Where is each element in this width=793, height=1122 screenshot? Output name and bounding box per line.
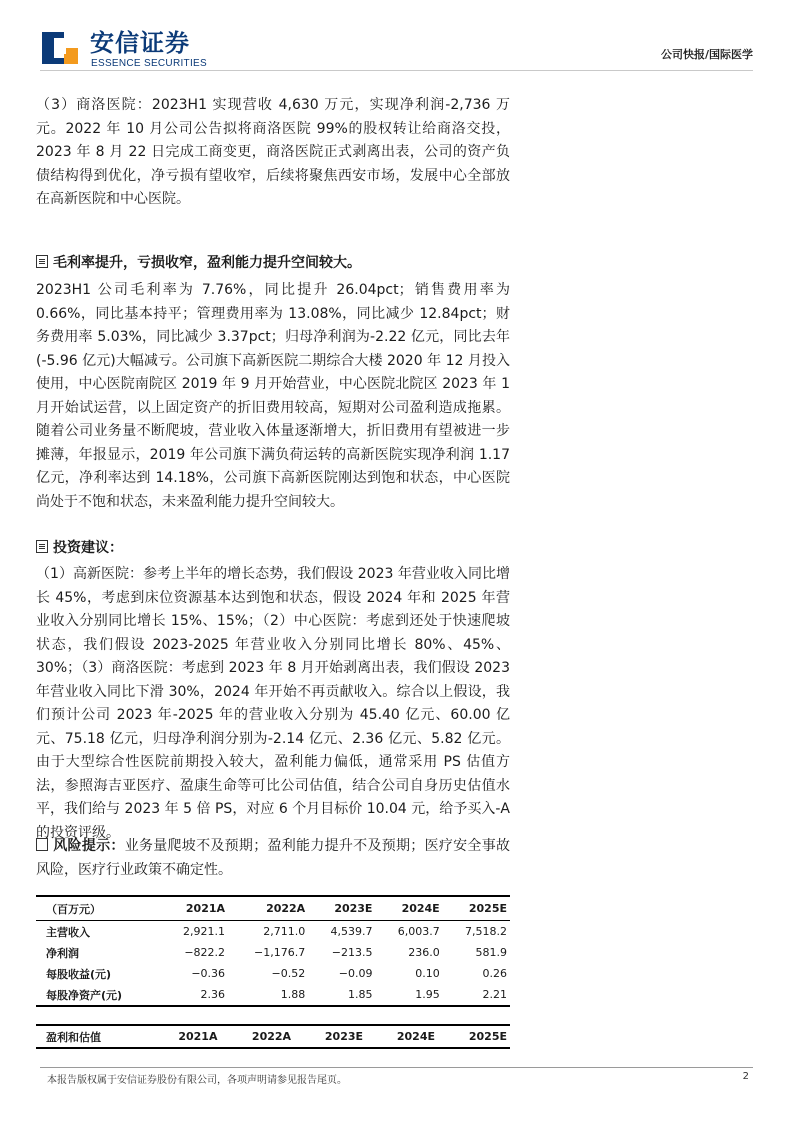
- header-cell: 2021A: [161, 896, 228, 921]
- table-cell: −822.2: [184, 946, 226, 959]
- header-cell: 2024E: [375, 896, 442, 921]
- header-divider: [40, 70, 753, 71]
- logo-english-name: ESSENCE SECURITIES: [91, 58, 207, 69]
- table-cell: 1.95: [415, 988, 440, 1001]
- section-heading-investment: [36, 537, 510, 559]
- header-cell: （百万元）: [36, 896, 161, 921]
- row-label: 净利润: [46, 946, 79, 960]
- header-cell: 2023E: [324, 1030, 364, 1043]
- table-cell: 1.88: [280, 988, 306, 1001]
- valuation-table: [36, 1024, 510, 1049]
- section-heading-margin: [36, 252, 510, 274]
- table-cell: 2.36: [200, 988, 226, 1001]
- table-cell: −0.36: [191, 967, 226, 980]
- list-icon: [36, 255, 48, 268]
- table-cell: −0.52: [271, 967, 306, 980]
- financial-summary-table: [36, 895, 510, 1007]
- table-cell: −213.5: [331, 946, 373, 959]
- header-cell: 2022A: [251, 1030, 292, 1043]
- risk-heading: 风险提示：: [53, 838, 125, 854]
- shangluo-hospital-paragraph: [36, 94, 510, 212]
- paragraph-text: （1）高新医院：参考上半年的增长态势，我们假设 2023 年营业收入同比增长 45%，考虑到床位资源基本达到饱和状态，假设 2024 年和 2025 年营业收入分别同比增长 15%、15%；（2）中心医院：考虑到还处于快速爬坡状态，我们假设 2023-2025 年营业收入分别同比增长 80%、45%、30%；（3）商洛医院：考虑到 2023 年 8 月开始剥离出表，我们假设 2023 年营业收入同比下滑 30%，2024 年开始不再贡献收入。综合以上假设，我们预计公司 2023 年-2025 年的营业收入分别为 45.40 亿元、60.00 亿元、75.18 亿元，归母净利润分别为-2.14 亿元、2.36 亿元、5.82 亿元。由于大型综合性医院前期投入较大，盈利能力偏低，通常采用 PS 估值方法，参照海吉亚医疗、盈康生命等可比公司估值，结合公司自身历史估值水平，我们给与 2023 年 5 倍 PS，对应 6 个月目标价 10.04 元，给予买入-A 的投资评级。: [36, 566, 510, 841]
- heading-text: 投资建议：: [53, 540, 123, 556]
- table-cell: 7,518.2: [465, 925, 507, 938]
- footer-divider: [40, 1067, 753, 1068]
- row-label: 主营收入: [46, 925, 90, 939]
- table-cell: −0.09: [338, 967, 373, 980]
- table-cell: 2,711.0: [263, 925, 306, 938]
- header-cell: 盈利和估值: [46, 1030, 101, 1044]
- header-cell: 2025E: [468, 1030, 507, 1043]
- header-cell: 2023E: [308, 896, 375, 921]
- header-cell: 2021A: [178, 1030, 218, 1043]
- company-logo: [40, 28, 220, 72]
- table-row: [36, 963, 510, 984]
- header-cell: 2025E: [443, 896, 510, 921]
- list-icon: [36, 838, 48, 851]
- table-cell: 0.10: [415, 967, 440, 980]
- essence-logo-icon: [40, 28, 80, 68]
- paragraph-text: （3）商洛医院：2023H1 实现营收 4,630 万元，实现净利润-2,736 万元。2022 年 10 月公司公告拟将商洛医院 99%的股权转让给商洛交投，2023 年 8 月 22 日完成工商变更，商洛医院正式剥离出表，公司的资产负债结构得到优化，净亏损有望收窄，后续将聚焦西安市场，发展中心全部放在高新医院和中心医院。: [36, 97, 510, 207]
- investment-paragraph: [36, 563, 510, 845]
- table-cell: 0.26: [482, 967, 507, 980]
- copyright-note: 本报告版权属于安信证券股份有限公司，各项声明请参见报告尾页。: [47, 1075, 347, 1086]
- table-row: [36, 921, 510, 943]
- table-cell: 581.9: [475, 946, 507, 959]
- table-row: [36, 942, 510, 963]
- table-cell: 2,921.1: [183, 925, 226, 938]
- report-category: 公司快报/国际医学: [660, 48, 753, 61]
- risk-text: 业务量爬坡不及预期；盈利能力提升不及预期；医疗安全事故风险，医疗行业政策不确定性。: [36, 838, 510, 878]
- logo-chinese-name: 安信证券: [90, 29, 190, 57]
- table-row: [36, 984, 510, 1006]
- header-cell: 2022A: [228, 896, 308, 921]
- table-cell: −1,176.7: [254, 946, 306, 959]
- risk-paragraph: [36, 835, 510, 882]
- paragraph-text: [36, 835, 510, 882]
- row-label: 每股收益(元): [46, 967, 112, 981]
- table-cell: 2.21: [482, 988, 507, 1001]
- table-header-row: [36, 1025, 510, 1048]
- heading-text: 毛利率提升，亏损收窄，盈利能力提升空间较大。: [53, 255, 361, 271]
- page-number: 2: [742, 1071, 749, 1082]
- list-icon: [36, 540, 48, 553]
- paragraph-text: 2023H1 公司毛利率为 7.76%，同比提升 26.04pct；销售费用率为 0.66%，同比基本持平；管理费用率为 13.08%，同比减少 12.84pct；财务费用率 5.03%，同比减少 3.37pct；归母净利润为-2.22 亿元，同比去年(-5.96 亿元)大幅减亏。公司旗下高新医院二期综合大楼 2020 年 12 月投入使用，中心医院南院区 2019 年 9 月开始营业，中心医院北院区 2023 年 1 月开始试运营，以上固定资产的折旧费用较高，短期对公司盈利造成拖累。随着公司业务量不断爬坡，营业收入体量逐渐增大，折旧费用有望被进一步摊薄，年报显示，2019 年公司旗下满负荷运转的高新医院实现净利润 1.17 亿元，净利率达到 14.18%，公司旗下高新医院刚达到饱和状态，中心医院尚处于不饱和状态，未来盈利能力提升空间较大。: [36, 282, 510, 510]
- page-header: [0, 0, 793, 80]
- header-cell: 2024E: [396, 1030, 435, 1043]
- table-header-row: [36, 896, 510, 921]
- table-cell: 4,539.7: [330, 925, 373, 938]
- table-cell: 6,003.7: [397, 925, 440, 938]
- table-cell: 1.85: [347, 988, 373, 1001]
- margin-paragraph: [36, 279, 510, 514]
- row-label: 每股净资产(元): [46, 988, 123, 1002]
- table-cell: 236.0: [408, 946, 440, 959]
